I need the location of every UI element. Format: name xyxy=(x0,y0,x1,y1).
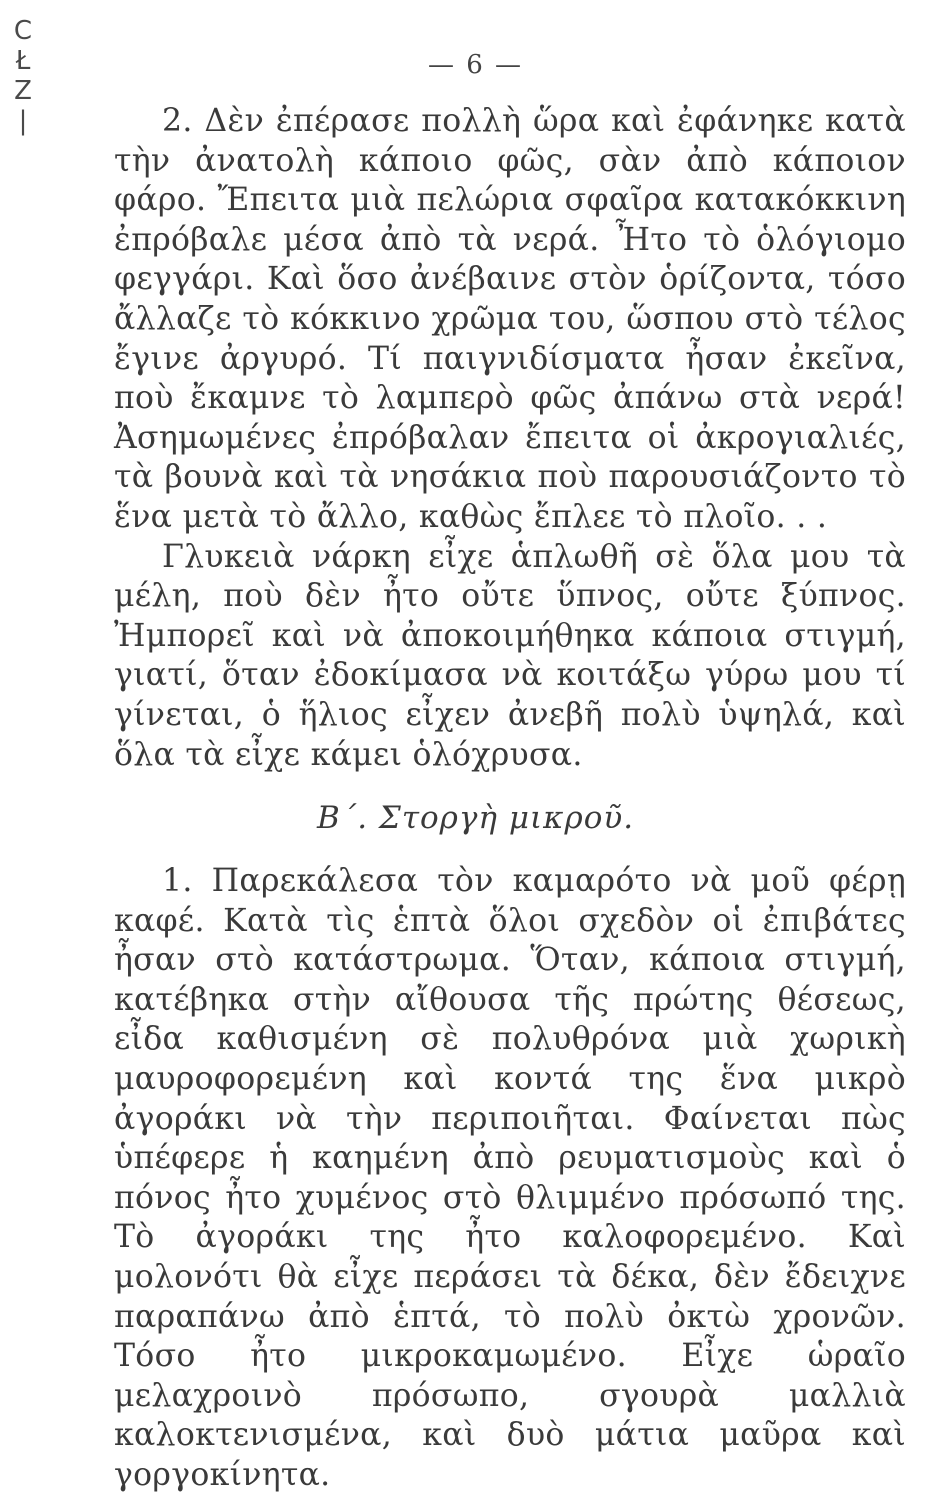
margin-char: | xyxy=(18,106,28,136)
margin-char: Ł xyxy=(15,46,31,76)
paragraph: Γλυκειὰ νάρκη εἶχε ἁπλωθῆ σὲ ὅλα μου τὰ μέλη, ποὺ δὲν ἦτο οὔτε ὕπνος, οὔτε ξύπνος. Ἠμπορεῖ καὶ νὰ ἀποκοιμήθηκα κάποια στιγμή, γιατί, ὅταν ἐδοκίμασα νὰ κοιτάξω γύρω μου τί γίνεται, ὁ ἥλιος εἶχεν ἀνεβῆ πολὺ ὑψηλά, καὶ ὅλα τὰ εἶχε κάμει ὁλόχρυσα. xyxy=(114,538,906,773)
paragraph: 1. Παρεκάλεσα τὸν καμαρότο νὰ μοῦ φέρῃ καφέ. Κατὰ τὶς ἑπτὰ ὅλοι σχεδὸν οἱ ἐπιβάτες ἦσαν στὸ κατάστρωμα. Ὅταν, κάποια στιγμή, κατέβηκα στὴν αἴθουσα τῆς πρώτης θέσεως, εἶδα καθισμένη σὲ πολυθρόνα μιὰ χωρικὴ μαυροφορεμένη καὶ κοντά της ἕνα μικρὸ ἀγοράκι νὰ τὴν περιποιῆται. Φαίνεται πὼς ὑπέφερε ἡ καημένη ἀπὸ ρευματισμοὺς καὶ ὁ πόνος ἦτο χυμένος στὸ θλιμμένο πρόσωπό της. Τὸ ἀγοράκι της ἦτο καλοφορεμένο. Καὶ μολονότι θὰ εἶχε περάσει τὰ δέκα, δὲν ἔδειχνε παραπάνω ἀπὸ ἑπτά, τὸ πολὺ ὀκτὼ χρονῶν. Τόσο ἦτο μικροκαμωμένο. Εἶχε ὡραῖο μελαχροινὸ πρόσωπο, σγουρὰ μαλλιὰ καλοκτενισμένα, καὶ δυὸ μάτια μαῦρα καὶ γοργοκίνητα. xyxy=(114,863,906,1493)
section-heading: Β΄. Στοργὴ μικροῦ. xyxy=(316,800,635,836)
page-number: — 6 — xyxy=(427,50,524,80)
section-1-text xyxy=(114,102,906,775)
margin-char: Z xyxy=(14,76,32,106)
paragraph: 2. Δὲν ἐπέρασε πολλὴ ὥρα καὶ ἐφάνηκε κατὰ τὴν ἀνατολὴ κάποιο φῶς, σὰν ἀπὸ κάποιον φάρο. Ἔπειτα μιὰ πελώρια σφαῖρα κατακόκκινη ἐπρόβαλε μέσα ἀπὸ τὰ νερά. Ἦτο τὸ ὁλόγιομο φεγγάρι. Καὶ ὅσο ἀνέβαινε στὸν ὁρίζοντα, τόσο ἄλλαζε τὸ κόκκινο χρῶμα του, ὥσπου στὸ τέλος ἔγινε ἀργυρό. Τί παιγνιδίσματα ἦσαν ἐκεῖνα, ποὺ ἔκαμνε τὸ λαμπερὸ φῶς ἀπάνω στὰ νερά! Ἀσημωμένες ἐπρόβαλαν ἔπειτα οἱ ἀκρογιαλιές, τὰ βουνὰ καὶ τὰ νησάκια ποὺ παρουσιάζοντο τὸ ἕνα μετὰ τὸ ἄλλο, καθὼς ἔπλεε τὸ πλοῖο. . . xyxy=(114,103,906,535)
margin-char: C xyxy=(13,16,33,46)
section-2-text xyxy=(114,862,906,1496)
